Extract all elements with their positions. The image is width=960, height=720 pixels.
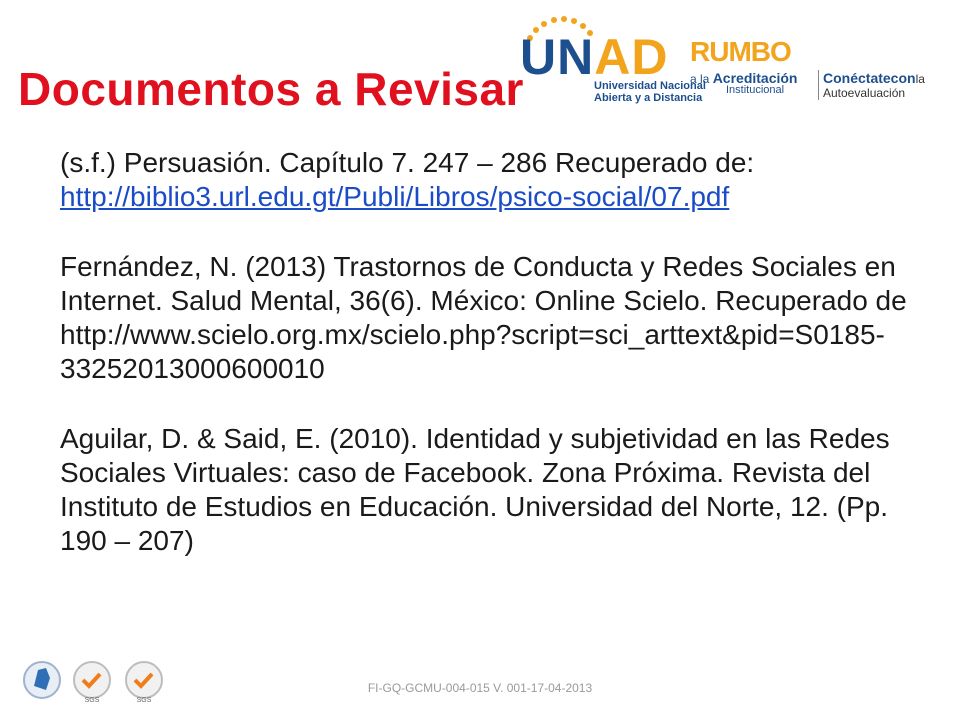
rumbo-right-line2: Autoevaluación [823, 86, 906, 100]
rumbo-right-la: la [915, 72, 925, 86]
unad-logo-ad: AD [594, 29, 669, 85]
rumbo-logo-right [818, 70, 925, 100]
reference-item [60, 146, 910, 214]
unad-sub-line2: Abierta y a Distancia [594, 92, 703, 104]
sgs-label: SGS [136, 697, 152, 704]
footer-document-code: FI-GQ-GCMU-004-015 V. 001-17-04-2013 [367, 681, 593, 695]
references-list [60, 146, 910, 594]
reference-link[interactable]: http://biblio3.url.edu.gt/Publi/Libros/psico-social/07.pdf [60, 181, 730, 212]
reference-item: Aguilar, D. & Said, E. (2010). Identidad y subjetividad en las Redes Sociales Virtuales: caso de Facebook. Zona Próxima. Revista del Instituto de Estudios en Educación. Universidad del Norte, 12. (Pp. 190 – 207) [60, 423, 890, 556]
unad-logo [520, 28, 668, 86]
page-title: Documentos a Revisar [18, 63, 524, 115]
reference-item: Fernández, N. (2013) Trastornos de Conducta y Redes Sociales en Internet. Salud Mental, 36(6). México: Online Scielo. Recuperado de http://www.scielo.org.mx/scielo.php?script=sci_arttext&pid=S0185-33252013000600010 [60, 251, 907, 384]
sgs-label: SGS [84, 697, 100, 704]
rumbo-right-bold: Conéctatecon [823, 70, 916, 86]
rumbo-line1-pre: a la [690, 72, 713, 86]
unad-logo-un: UN [520, 29, 595, 85]
rumbo-logo-word: RUMBO [690, 36, 791, 67]
unad-sub-line1: Universidad Nacional [594, 80, 706, 92]
rumbo-line1-bold: Acreditación [712, 70, 798, 86]
rumbo-logo-line2: Institucional [726, 84, 785, 96]
reference-text: (s.f.) Persuasión. Capítulo 7. 247 – 286 Recuperado de: [60, 147, 755, 178]
